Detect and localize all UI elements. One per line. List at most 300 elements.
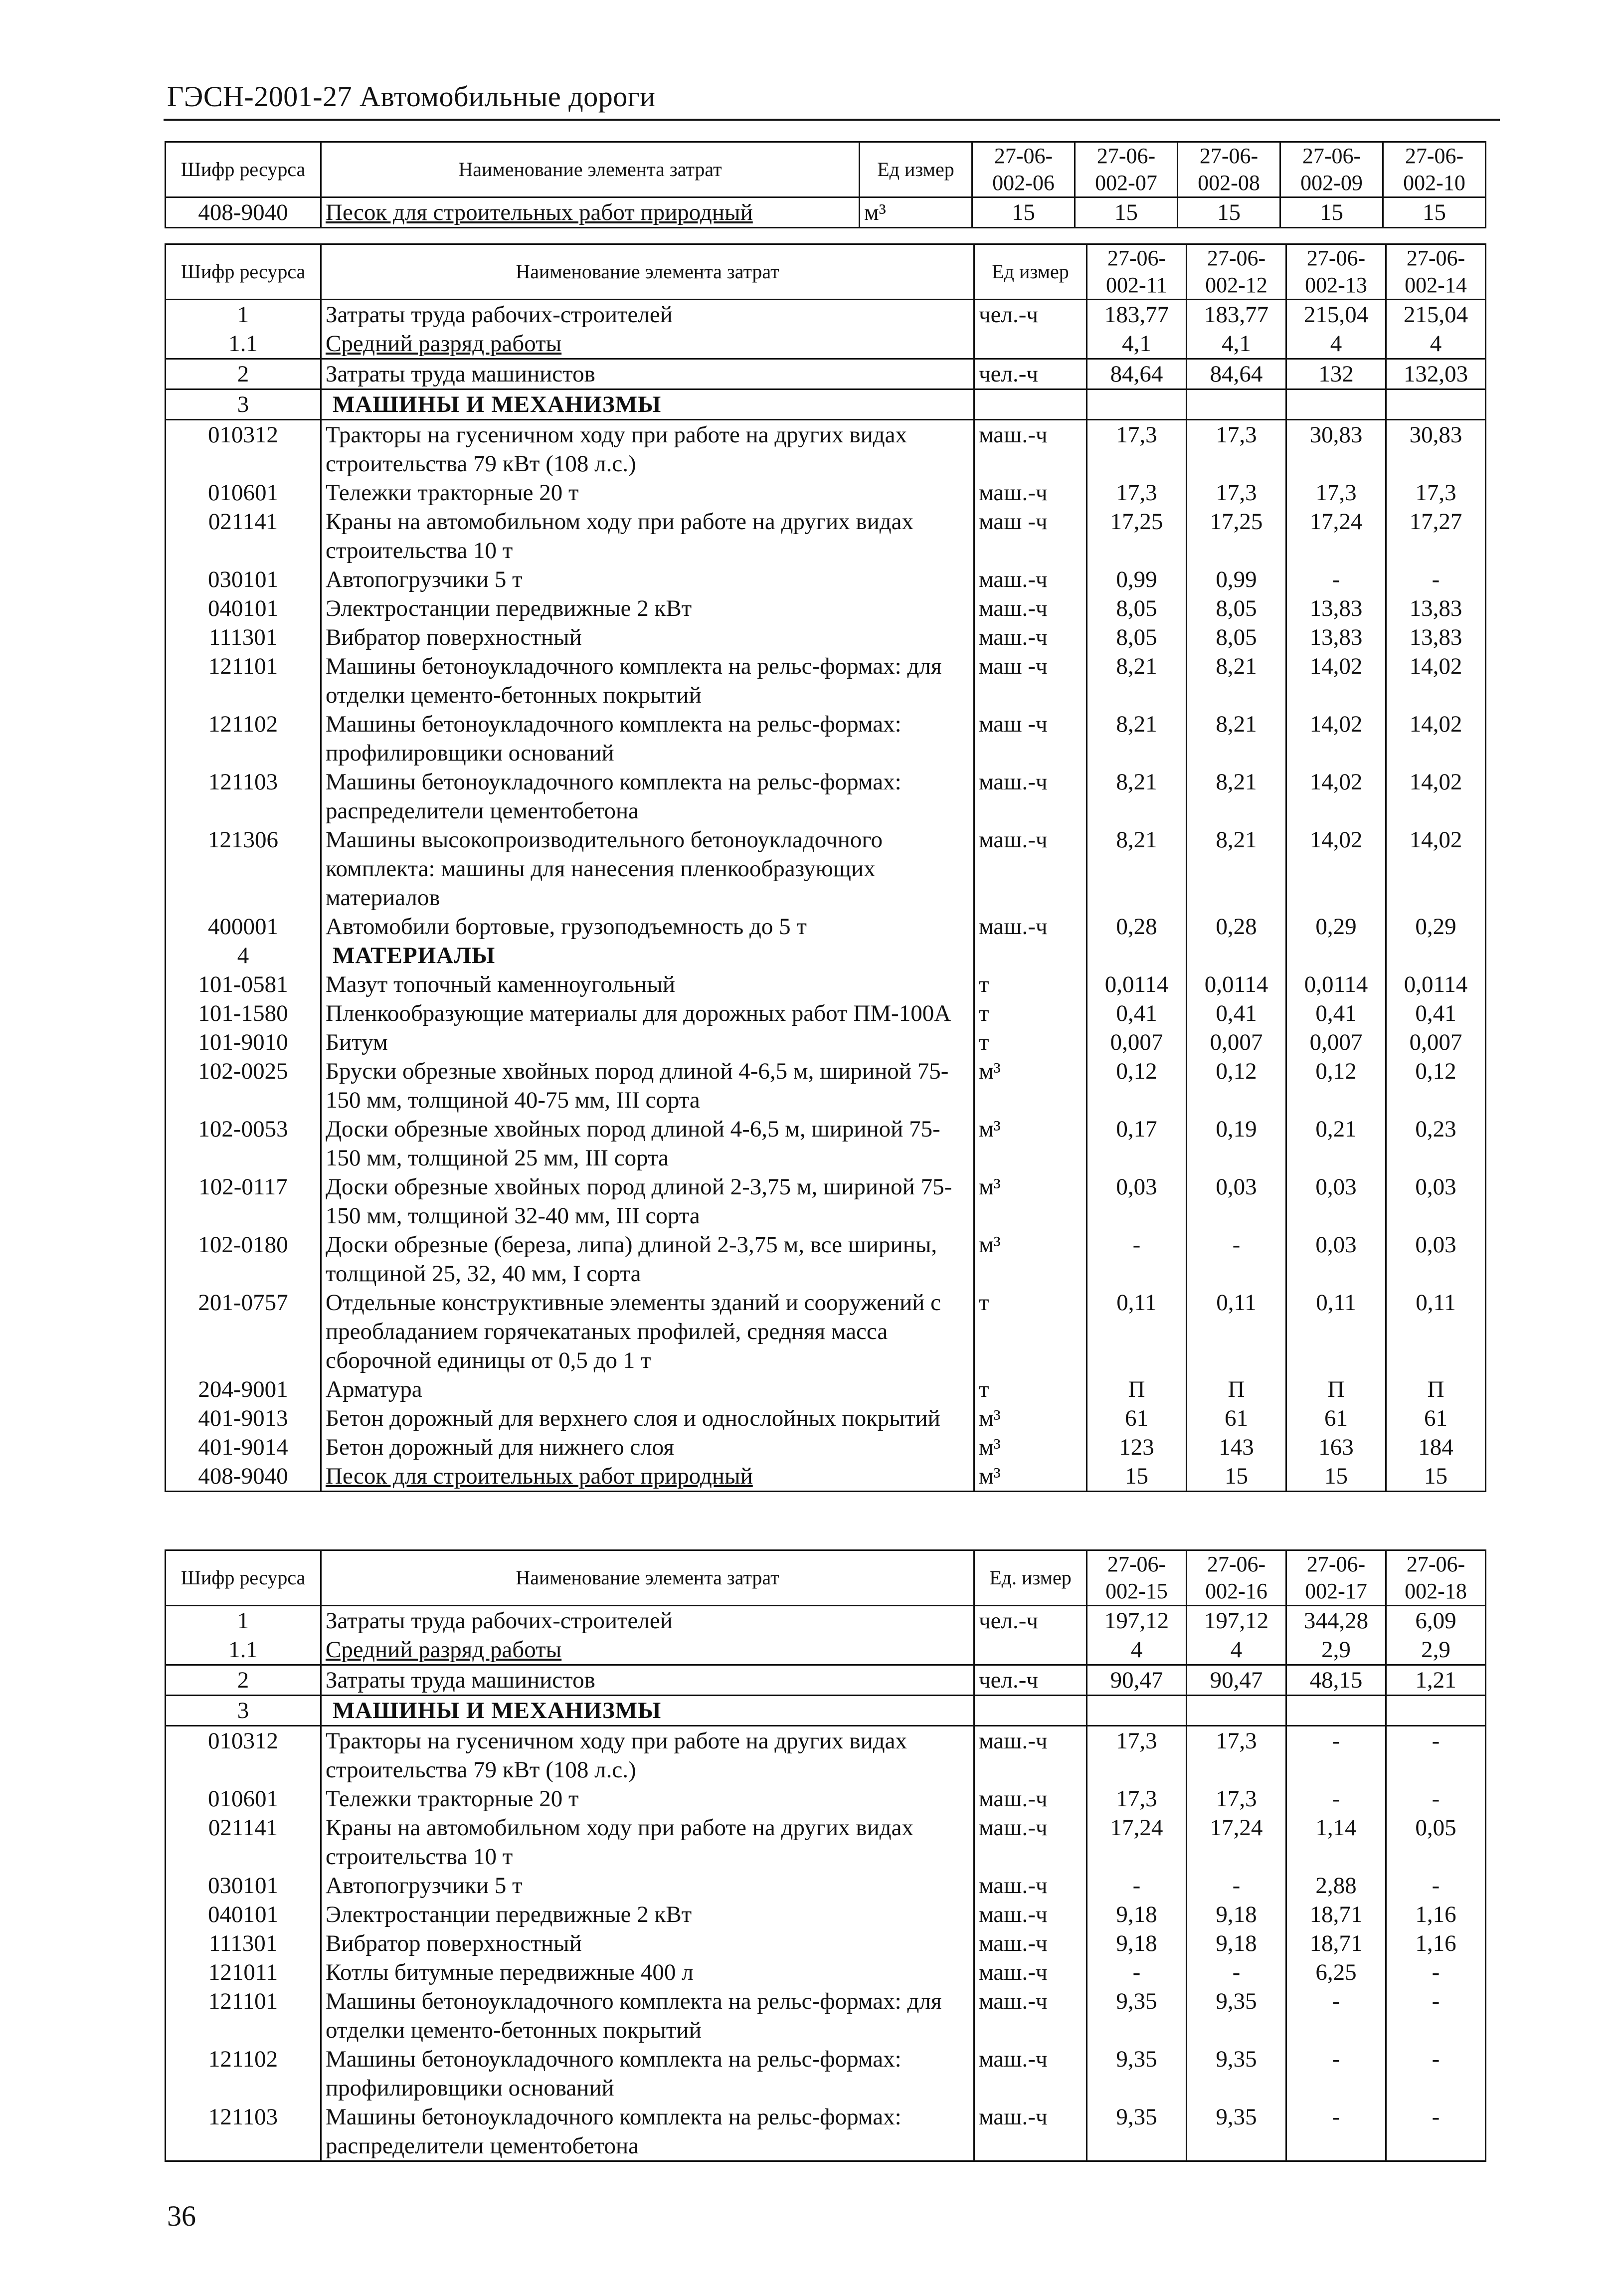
unit-of-measure: маш.-ч [974, 1813, 1087, 1871]
norm-value: 0,11 [1187, 1288, 1286, 1375]
unit-of-measure: маш -ч [974, 710, 1087, 767]
norm-value: 90,47 [1087, 1665, 1187, 1696]
norm-value: 15 [1187, 1462, 1286, 1492]
cost-element-name: Тракторы на гусеничном ходу при работе на других видах строительства 79 кВт (108 л.с.) [321, 1726, 974, 1785]
unit-of-measure: м³ [974, 1404, 1087, 1433]
resource-code: 101-1580 [166, 999, 321, 1028]
norm-value: 17,3 [1187, 1784, 1286, 1813]
header-norm-code: 27-06-002-14 [1386, 244, 1486, 300]
resource-code: 010312 [166, 420, 321, 479]
resource-code: 040101 [166, 1900, 321, 1929]
norm-value: 17,3 [1187, 478, 1286, 507]
header-cost-element-name: Наименование элемента затрат [321, 142, 860, 197]
norm-value: 17,3 [1286, 478, 1386, 507]
norm-value: 0,0114 [1386, 970, 1486, 999]
resource-code: 121103 [166, 2102, 321, 2161]
norm-value: 9,18 [1187, 1929, 1286, 1958]
table-row [166, 420, 1486, 479]
cost-element-name: Затраты труда рабочих-строителей [321, 300, 974, 330]
cost-element-name: Тракторы на гусеничном ходу при работе на других видах строительства 79 кВт (108 л.с.) [321, 420, 974, 479]
table3-body [166, 1606, 1486, 2161]
norm-value [1087, 389, 1187, 420]
resource-code: 102-0180 [166, 1230, 321, 1288]
cost-element-name: Автопогрузчики 5 т [321, 1871, 974, 1900]
header-norm-code: 27-06-002-12 [1187, 244, 1286, 300]
norm-value: 14,02 [1386, 767, 1486, 825]
table-row [166, 825, 1486, 912]
norm-value: 30,83 [1386, 420, 1486, 479]
norm-value: 15 [1178, 197, 1280, 228]
norm-value [1386, 389, 1486, 420]
header-unit: Ед. измер [974, 1550, 1087, 1606]
norm-value: 215,04 [1386, 300, 1486, 330]
norm-value: - [1187, 1958, 1286, 1987]
norm-value: 4 [1187, 1635, 1286, 1665]
norm-value: 17,24 [1087, 1813, 1187, 1871]
unit-of-measure [974, 389, 1087, 420]
norm-value: 8,21 [1187, 825, 1286, 912]
unit-of-measure: маш.-ч [974, 420, 1087, 479]
norm-value: 0,03 [1386, 1172, 1486, 1230]
norm-value [1286, 1696, 1386, 1726]
norm-value: 0,29 [1286, 912, 1386, 941]
norm-value: 0,41 [1187, 999, 1286, 1028]
resource-code: 408-9040 [166, 197, 321, 228]
cost-element-name: Песок для строительных работ природный [321, 197, 860, 228]
resource-code: 1 [166, 300, 321, 330]
norm-value: П [1286, 1375, 1386, 1404]
norm-value: 4 [1087, 1635, 1187, 1665]
cost-element-name: Машины бетоноукладочного комплекта на рельс-формах: профилировщики оснований [321, 2045, 974, 2102]
cost-element-name: Мазут топочный каменноугольный [321, 970, 974, 999]
norm-value: 0,0114 [1087, 970, 1187, 999]
table-row [166, 1929, 1486, 1958]
resource-code: 4 [166, 941, 321, 970]
norm-value: 2,9 [1386, 1635, 1486, 1665]
norm-value: 2,88 [1286, 1871, 1386, 1900]
resource-code: 401-9014 [166, 1433, 321, 1462]
norm-value: 6,25 [1286, 1958, 1386, 1987]
resource-table-3 [165, 1549, 1486, 2162]
norm-value: 0,19 [1187, 1115, 1286, 1172]
norm-value: 17,24 [1286, 507, 1386, 565]
norm-value: 17,3 [1087, 478, 1187, 507]
unit-of-measure [974, 941, 1087, 970]
norm-value: 17,3 [1187, 1726, 1286, 1785]
resource-code: 3 [166, 1696, 321, 1726]
norm-value: 143 [1187, 1433, 1286, 1462]
norm-value: 0,29 [1386, 912, 1486, 941]
cost-element-name: Машины бетоноукладочного комплекта на рельс-формах: для отделки цементо-бетонных покрытий [321, 1987, 974, 2045]
unit-of-measure: т [974, 1028, 1087, 1057]
norm-value: 61 [1087, 1404, 1187, 1433]
cost-element-name: Пленкообразующие материалы для дорожных работ ПМ-100А [321, 999, 974, 1028]
table-row [166, 1696, 1486, 1726]
norm-value: 0,21 [1286, 1115, 1386, 1172]
norm-value: 8,05 [1187, 594, 1286, 623]
cost-element-name: Электростанции передвижные 2 кВт [321, 1900, 974, 1929]
resource-code: 121102 [166, 2045, 321, 2102]
norm-value: 15 [972, 197, 1075, 228]
norm-value: 61 [1286, 1404, 1386, 1433]
resource-code: 040101 [166, 594, 321, 623]
norm-value: 14,02 [1286, 767, 1386, 825]
norm-value: 15 [1386, 1462, 1486, 1492]
norm-value: 90,47 [1187, 1665, 1286, 1696]
cost-element-name: Средний разряд работы [321, 1635, 974, 1665]
header-norm-code: 27-06-002-15 [1087, 1550, 1187, 1606]
resource-code: 111301 [166, 1929, 321, 1958]
header-unit: Ед измер [974, 244, 1087, 300]
unit-of-measure: маш.-ч [974, 565, 1087, 594]
norm-value: 8,21 [1087, 652, 1187, 710]
norm-value: 0,12 [1386, 1057, 1486, 1115]
table-row [166, 767, 1486, 825]
table-row [166, 1288, 1486, 1375]
norm-value [1386, 1696, 1486, 1726]
resource-code: 030101 [166, 565, 321, 594]
table-row [166, 1871, 1486, 1900]
header-resource-code: Шифр ресурса [166, 142, 321, 197]
table-row [166, 1462, 1486, 1492]
norm-value: 9,18 [1087, 1900, 1187, 1929]
unit-of-measure: чел.-ч [974, 359, 1087, 389]
norm-value: 0,41 [1286, 999, 1386, 1028]
header-norm-code: 27-06-002-10 [1383, 142, 1486, 197]
unit-of-measure: маш.-ч [974, 1900, 1087, 1929]
header-norm-code: 27-06-002-13 [1286, 244, 1386, 300]
table-row [166, 1958, 1486, 1987]
norm-value: 9,35 [1187, 2045, 1286, 2102]
resource-code: 1.1 [166, 1635, 321, 1665]
norm-value: 0,11 [1386, 1288, 1486, 1375]
norm-value: 0,007 [1386, 1028, 1486, 1057]
unit-of-measure: маш.-ч [974, 2102, 1087, 2161]
norm-value: П [1087, 1375, 1187, 1404]
norm-value [1187, 941, 1286, 970]
cost-element-name: МАТЕРИАЛЫ [321, 941, 974, 970]
header-norm-code: 27-06-002-07 [1075, 142, 1178, 197]
resource-code: 121102 [166, 710, 321, 767]
norm-value: 61 [1386, 1404, 1486, 1433]
norm-value: 0,99 [1087, 565, 1187, 594]
norm-value: - [1187, 1871, 1286, 1900]
header-unit: Ед измер [860, 142, 972, 197]
norm-value: - [1286, 1987, 1386, 2045]
norm-value: 2,9 [1286, 1635, 1386, 1665]
resource-code: 021141 [166, 507, 321, 565]
norm-value: 8,21 [1187, 767, 1286, 825]
table-row [166, 941, 1486, 970]
table-row [166, 1726, 1486, 1785]
norm-value: 84,64 [1087, 359, 1187, 389]
table2-body [166, 300, 1486, 1492]
header-norm-code: 27-06-002-08 [1178, 142, 1280, 197]
unit-of-measure [974, 1696, 1087, 1726]
resource-code: 408-9040 [166, 1462, 321, 1492]
unit-of-measure: чел.-ч [974, 1606, 1087, 1636]
norm-value: 14,02 [1286, 825, 1386, 912]
norm-value: 17,24 [1187, 1813, 1286, 1871]
cost-element-name: Битум [321, 1028, 974, 1057]
norm-value [1386, 941, 1486, 970]
table-row [166, 300, 1486, 330]
table-row [166, 970, 1486, 999]
norm-value: 48,15 [1286, 1665, 1386, 1696]
table-row [166, 623, 1486, 652]
norm-value: 17,3 [1187, 420, 1286, 479]
cost-element-name: Машины бетоноукладочного комплекта на рельс-формах: для отделки цементо-бетонных покрытий [321, 652, 974, 710]
resource-code: 101-9010 [166, 1028, 321, 1057]
resource-code: 400001 [166, 912, 321, 941]
norm-value: 8,05 [1187, 623, 1286, 652]
cost-element-name: МАШИНЫ И МЕХАНИЗМЫ [321, 389, 974, 420]
cost-element-name: МАШИНЫ И МЕХАНИЗМЫ [321, 1696, 974, 1726]
resource-code: 204-9001 [166, 1375, 321, 1404]
norm-value: 4,1 [1087, 329, 1187, 359]
norm-value: 0,03 [1286, 1230, 1386, 1288]
norm-value: 17,25 [1187, 507, 1286, 565]
norm-value: 14,02 [1386, 825, 1486, 912]
norm-value: 0,0114 [1286, 970, 1386, 999]
unit-of-measure: м³ [974, 1057, 1087, 1115]
table1-body [166, 197, 1486, 228]
header-cost-element-name: Наименование элемента затрат [321, 244, 974, 300]
cost-element-name: Машины высокопроизводительного бетоноукладочного комплекта: машины для нанесения пленкообразующих материалов [321, 825, 974, 912]
table-row [166, 1115, 1486, 1172]
header-norm-code: 27-06-002-18 [1386, 1550, 1486, 1606]
resource-code: 030101 [166, 1871, 321, 1900]
norm-value: - [1386, 2102, 1486, 2161]
header-cost-element-name: Наименование элемента затрат [321, 1550, 974, 1606]
unit-of-measure: м³ [860, 197, 972, 228]
resource-code: 1 [166, 1606, 321, 1636]
resource-code: 3 [166, 389, 321, 420]
norm-value: 215,04 [1286, 300, 1386, 330]
norm-value: 14,02 [1286, 652, 1386, 710]
resource-code: 401-9013 [166, 1404, 321, 1433]
unit-of-measure: м³ [974, 1172, 1087, 1230]
cost-element-name: Тележки тракторные 20 т [321, 478, 974, 507]
cost-element-name: Автопогрузчики 5 т [321, 565, 974, 594]
norm-value: 183,77 [1187, 300, 1286, 330]
norm-value: 15 [1286, 1462, 1386, 1492]
table-row [166, 1230, 1486, 1288]
norm-value: - [1286, 2102, 1386, 2161]
norm-value: 197,12 [1187, 1606, 1286, 1636]
unit-of-measure: маш.-ч [974, 623, 1087, 652]
norm-value: 344,28 [1286, 1606, 1386, 1636]
cost-element-name: Бруски обрезные хвойных пород длиной 4-6,5 м, шириной 75-150 мм, толщиной 40-75 мм, III сорта [321, 1057, 974, 1115]
page-header: ГЭСН-2001-27 Автомобильные дороги [167, 80, 656, 113]
header-norm-code: 27-06-002-06 [972, 142, 1075, 197]
norm-value: 4 [1286, 329, 1386, 359]
norm-value: - [1087, 1871, 1187, 1900]
norm-value: 0,03 [1187, 1172, 1286, 1230]
resource-code: 121011 [166, 1958, 321, 1987]
table-row [166, 1375, 1486, 1404]
norm-value: 14,02 [1386, 652, 1486, 710]
norm-value: 0,23 [1386, 1115, 1486, 1172]
header-norm-code: 27-06-002-16 [1187, 1550, 1286, 1606]
norm-value [1286, 389, 1386, 420]
cost-element-name: Средний разряд работы [321, 329, 974, 359]
norm-value: 9,35 [1187, 1987, 1286, 2045]
resource-code: 021141 [166, 1813, 321, 1871]
unit-of-measure: маш.-ч [974, 2045, 1087, 2102]
cost-element-name: Арматура [321, 1375, 974, 1404]
norm-value: 123 [1087, 1433, 1187, 1462]
norm-value: - [1286, 2045, 1386, 2102]
table-row [166, 1635, 1486, 1665]
norm-value: 9,18 [1187, 1900, 1286, 1929]
table-row [166, 2102, 1486, 2161]
norm-value: 9,35 [1087, 2045, 1187, 2102]
norm-value [1187, 1696, 1286, 1726]
norm-value [1087, 1696, 1187, 1726]
table-row [166, 1813, 1486, 1871]
norm-value: 0,17 [1087, 1115, 1187, 1172]
norm-value: 0,05 [1386, 1813, 1486, 1871]
norm-value: - [1386, 1871, 1486, 1900]
norm-value: 9,35 [1087, 1987, 1187, 2045]
table-row [166, 594, 1486, 623]
norm-value: 9,35 [1087, 2102, 1187, 2161]
table-row [166, 912, 1486, 941]
unit-of-measure: маш.-ч [974, 1958, 1087, 1987]
resource-code: 010601 [166, 1784, 321, 1813]
norm-value: 14,02 [1286, 710, 1386, 767]
norm-value: - [1286, 565, 1386, 594]
norm-value: 15 [1280, 197, 1383, 228]
norm-value: - [1386, 565, 1486, 594]
table-row [166, 1057, 1486, 1115]
norm-value: 0,11 [1087, 1288, 1187, 1375]
resource-code: 121306 [166, 825, 321, 912]
norm-value: 0,41 [1386, 999, 1486, 1028]
table-row [166, 507, 1486, 565]
table-row [166, 565, 1486, 594]
norm-value [1087, 941, 1187, 970]
unit-of-measure: маш -ч [974, 652, 1087, 710]
norm-value: - [1386, 1784, 1486, 1813]
norm-value: 0,11 [1286, 1288, 1386, 1375]
unit-of-measure: маш.-ч [974, 912, 1087, 941]
table-row [166, 1606, 1486, 1636]
table-row [166, 652, 1486, 710]
table-row [166, 710, 1486, 767]
table-row [166, 1784, 1486, 1813]
norm-value: 197,12 [1087, 1606, 1187, 1636]
norm-value: 14,02 [1386, 710, 1486, 767]
cost-element-name: Краны на автомобильном ходу при работе на других видах строительства 10 т [321, 507, 974, 565]
resource-code: 121101 [166, 652, 321, 710]
cost-element-name: Песок для строительных работ природный [321, 1462, 974, 1492]
norm-value: 8,21 [1087, 825, 1187, 912]
norm-value: 4 [1386, 329, 1486, 359]
cost-element-name: Электростанции передвижные 2 кВт [321, 594, 974, 623]
norm-value [1187, 389, 1286, 420]
cost-element-name: Доски обрезные хвойных пород длиной 4-6,5 м, шириной 75-150 мм, толщиной 25 мм, III сорта [321, 1115, 974, 1172]
resource-code: 102-0025 [166, 1057, 321, 1115]
cost-element-name: Бетон дорожный для верхнего слоя и однослойных покрытий [321, 1404, 974, 1433]
cost-element-name: Бетон дорожный для нижнего слоя [321, 1433, 974, 1462]
header-norm-code: 27-06-002-17 [1286, 1550, 1386, 1606]
norm-value: 0,0114 [1187, 970, 1286, 999]
norm-value: 6,09 [1386, 1606, 1486, 1636]
norm-value: 15 [1087, 1462, 1187, 1492]
norm-value: - [1187, 1230, 1286, 1288]
norm-value: 183,77 [1087, 300, 1187, 330]
unit-of-measure: маш.-ч [974, 1929, 1087, 1958]
cost-element-name: Отдельные конструктивные элементы зданий и сооружений с преобладанием горячекатаных профилей, средняя масса сборочной единицы от 0,5 до 1 т [321, 1288, 974, 1375]
unit-of-measure: маш.-ч [974, 767, 1087, 825]
norm-value: 30,83 [1286, 420, 1386, 479]
cost-element-name: Затраты труда машинистов [321, 359, 974, 389]
norm-value: 1,16 [1386, 1929, 1486, 1958]
resource-code: 010312 [166, 1726, 321, 1785]
norm-value: 163 [1286, 1433, 1386, 1462]
norm-value: 8,21 [1087, 710, 1187, 767]
unit-of-measure: маш.-ч [974, 1784, 1087, 1813]
cost-element-name: Вибратор поверхностный [321, 1929, 974, 1958]
cost-element-name: Машины бетоноукладочного комплекта на рельс-формах: распределители цементобетона [321, 767, 974, 825]
table-row [166, 999, 1486, 1028]
norm-value: 84,64 [1187, 359, 1286, 389]
norm-value: - [1386, 2045, 1486, 2102]
cost-element-name: Машины бетоноукладочного комплекта на рельс-формах: профилировщики оснований [321, 710, 974, 767]
norm-value: 9,18 [1087, 1929, 1187, 1958]
unit-of-measure [974, 1635, 1087, 1665]
cost-element-name: Машины бетоноукладочного комплекта на рельс-формах: распределители цементобетона [321, 2102, 974, 2161]
resource-code: 010601 [166, 478, 321, 507]
norm-value: 13,83 [1386, 594, 1486, 623]
resource-code: 101-0581 [166, 970, 321, 999]
resource-code: 102-0117 [166, 1172, 321, 1230]
resource-code: 111301 [166, 623, 321, 652]
unit-of-measure: маш -ч [974, 507, 1087, 565]
unit-of-measure: м³ [974, 1115, 1087, 1172]
unit-of-measure: чел.-ч [974, 1665, 1087, 1696]
unit-of-measure: маш.-ч [974, 1871, 1087, 1900]
norm-value: - [1386, 1958, 1486, 1987]
unit-of-measure [974, 329, 1087, 359]
norm-value: 0,12 [1286, 1057, 1386, 1115]
norm-value: 8,21 [1087, 767, 1187, 825]
unit-of-measure: т [974, 999, 1087, 1028]
norm-value: 17,3 [1087, 1784, 1187, 1813]
unit-of-measure: м³ [974, 1433, 1087, 1462]
norm-value: - [1087, 1958, 1187, 1987]
norm-value: 0,007 [1286, 1028, 1386, 1057]
table-row [166, 359, 1486, 389]
resource-code: 102-0053 [166, 1115, 321, 1172]
resource-code: 121101 [166, 1987, 321, 2045]
table-row [166, 2045, 1486, 2102]
resource-table-1 [165, 141, 1486, 228]
unit-of-measure: м³ [974, 1230, 1087, 1288]
norm-value: 132 [1286, 359, 1386, 389]
norm-value: 18,71 [1286, 1929, 1386, 1958]
cost-element-name: Затраты труда машинистов [321, 1665, 974, 1696]
norm-value: - [1087, 1230, 1187, 1288]
norm-value: П [1386, 1375, 1486, 1404]
norm-value: 9,35 [1187, 2102, 1286, 2161]
norm-value: 0,007 [1087, 1028, 1187, 1057]
page-number: 36 [167, 2200, 196, 2232]
unit-of-measure: маш.-ч [974, 1987, 1087, 2045]
norm-value: 17,3 [1087, 1726, 1187, 1785]
